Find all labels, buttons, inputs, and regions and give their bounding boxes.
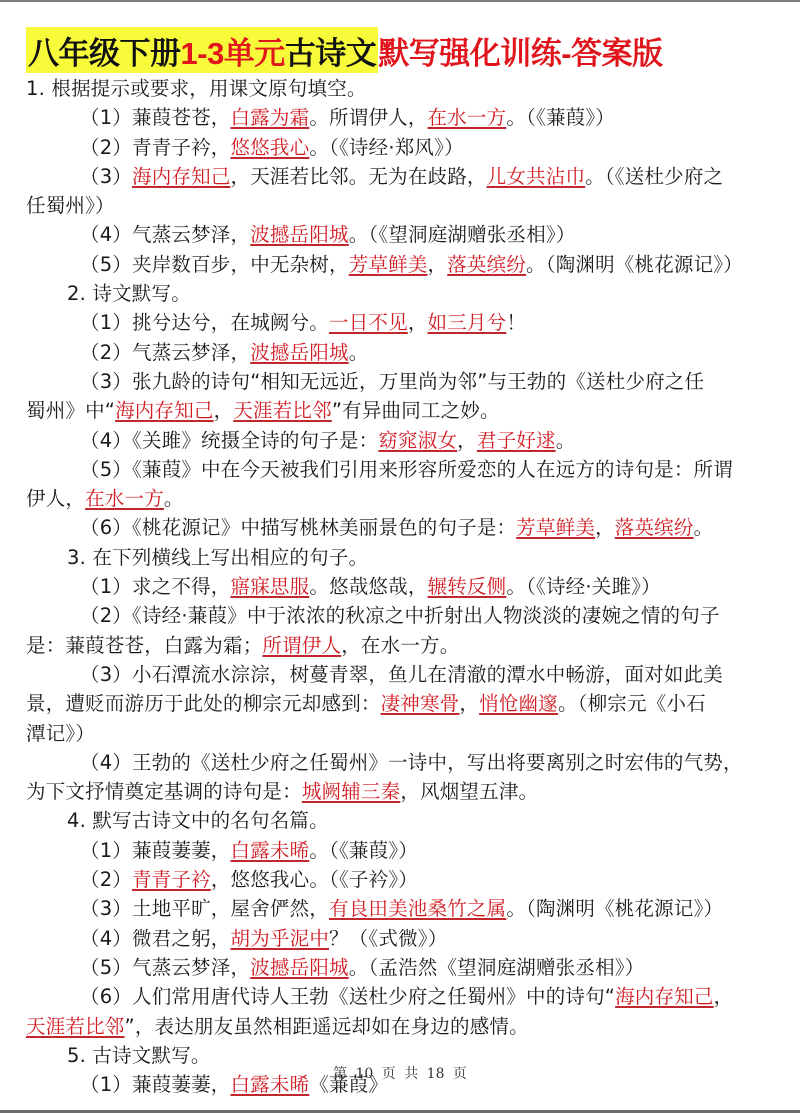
answer-text: 海内存知己 — [132, 164, 231, 188]
text-line — [26, 748, 786, 777]
question-text: （3）小石潭流水淙淙，树蔓青翠，鱼儿在清澈的潭水中畅游，面对如此美 — [80, 662, 724, 686]
text-line — [26, 601, 786, 630]
question-text: 1. 根据提示或要求，用课文原句填空。 — [26, 77, 367, 100]
text-line — [26, 543, 786, 572]
text-line — [26, 308, 786, 337]
answer-text: 如三月兮 — [427, 311, 507, 335]
answer-text: 所谓伊人 — [262, 633, 342, 657]
question-text: 。 — [693, 516, 714, 540]
question-text: （1）求之不得， — [80, 575, 231, 599]
question-text: 。（柳宗元《小石 — [557, 692, 706, 716]
answer-text: 波撼岳阳城 — [250, 955, 349, 979]
page-title — [26, 27, 663, 73]
text-line — [26, 74, 786, 103]
question-text: 。（《送杜少府之 — [585, 164, 724, 188]
question-text: （3） — [80, 164, 133, 188]
question-text: 为下文抒情奠定基调的诗句是： — [26, 780, 302, 804]
answer-text: 君子好逑 — [476, 428, 556, 452]
question-text: ，在水一方。 — [341, 633, 460, 657]
title-grade: 八年级下册 — [28, 35, 181, 71]
answer-text: 落英缤纷 — [447, 252, 527, 276]
answer-text: 白露为霜 — [230, 106, 310, 130]
question-text: （3）土地平旷，屋舍俨然， — [80, 897, 330, 921]
question-text: 蜀州》中“ — [26, 399, 116, 423]
question-text: ”，表达朋友虽然相距遥远却如在身边的感情。 — [124, 1014, 529, 1038]
question-text: （6）人们常用唐代诗人王勃《送杜少府之任蜀州》中的诗句“ — [80, 985, 616, 1009]
question-text: 。 — [555, 428, 576, 452]
answer-text: 在水一方 — [427, 106, 507, 130]
question-text: ！ — [506, 311, 527, 335]
question-text: ， — [213, 399, 234, 423]
question-text: （3）张九龄的诗句“相知无远近，万里尚为邻”与王勃的《送杜少府之任 — [80, 369, 705, 393]
question-text: （2）青青子衿， — [80, 135, 231, 159]
answer-text: 白露未晞 — [230, 1073, 310, 1097]
question-text: ， — [595, 516, 615, 540]
question-text: （1）挑兮达兮，在城阙兮。 — [80, 311, 330, 335]
question-text: （2）《诗经·蒹葭》中于浓浓的秋凉之中折射出人物淡淡的凄婉之情的句子 — [80, 604, 720, 628]
answer-text: 波撼岳阳城 — [250, 223, 349, 247]
question-text: 。（《诗经·关雎》） — [506, 575, 661, 599]
question-text: 。（《望洞庭湖赠张丞相》） — [348, 223, 576, 247]
question-text: （1）蒹葭苍苍， — [80, 106, 231, 130]
answer-text: 芳草鲜美 — [348, 252, 428, 276]
text-line — [26, 836, 786, 865]
answer-text: 寤寐思服 — [230, 575, 310, 599]
question-text: 伊人， — [26, 487, 86, 511]
text-line — [26, 513, 786, 542]
text-line — [26, 719, 786, 748]
answer-text: 天涯若比邻 — [233, 399, 332, 423]
answer-text: 白露未晞 — [230, 838, 310, 862]
answer-text: 辗转反侧 — [427, 575, 507, 599]
text-line — [26, 103, 786, 132]
text-line — [26, 924, 786, 953]
answer-text: 海内存知己 — [115, 399, 214, 423]
answer-text: 天涯若比邻 — [26, 1014, 125, 1038]
question-text: ，悠悠我心。（《子衿》） — [210, 868, 418, 892]
question-text: ”有异曲同工之妙。 — [331, 399, 500, 423]
question-text: ， — [407, 311, 428, 335]
text-line — [26, 982, 786, 1011]
question-text: 是：蒹葭苍苍，白露为霜； — [26, 633, 263, 657]
question-text: 3. 在下列横线上写出相应的句子。 — [67, 545, 369, 569]
answer-text: 有良田美池桑竹之属 — [329, 897, 507, 921]
question-text: （4）微君之躬， — [80, 926, 231, 950]
question-text: 。 — [163, 487, 184, 511]
answer-text: 在水一方 — [85, 487, 164, 511]
question-text: 4. 默写古诗文中的名句名篇。 — [67, 809, 329, 833]
answer-text: 落英缤纷 — [614, 516, 694, 540]
answer-text: 窈窕淑女 — [378, 428, 458, 452]
text-line — [26, 572, 786, 601]
answer-text: 城阙辅三秦 — [301, 780, 401, 804]
text-line — [26, 894, 786, 923]
text-line — [26, 133, 786, 162]
question-text: （2） — [80, 868, 133, 892]
question-text: 2. 诗文默写。 — [67, 282, 191, 306]
question-text: （2）气蒸云梦泽， — [80, 340, 251, 364]
text-line — [26, 250, 786, 279]
text-line — [26, 1012, 786, 1041]
text-line — [26, 279, 786, 308]
question-text: 景，遭贬而游历于此处的柳宗元却感到： — [26, 692, 381, 716]
text-line — [26, 484, 786, 513]
question-text: 。（陶渊明《桃花源记》） — [526, 252, 743, 276]
text-line — [26, 777, 786, 806]
question-text: ， — [459, 692, 480, 716]
question-text: 5. 古诗文默写。 — [67, 1043, 211, 1067]
answer-text: 青青子衿 — [132, 868, 211, 892]
text-line — [26, 367, 786, 396]
question-text: 《蒹葭》 — [309, 1073, 389, 1097]
question-text: 。所谓伊人， — [309, 106, 428, 130]
text-line — [26, 191, 786, 220]
question-text: （5）《蒹葭》中在今天被我们引用来形容所爱恋的人在远方的诗句是：所谓 — [80, 457, 733, 481]
question-text: （1）蒹葭萋萋， — [80, 838, 231, 862]
text-line — [26, 953, 786, 982]
text-line — [26, 220, 786, 249]
text-line — [26, 162, 786, 191]
question-text: 。（孟浩然《望洞庭湖赠张丞相》） — [348, 955, 645, 979]
page-number: 第 10 页 共 18 页 — [333, 1066, 467, 1082]
question-text: 潭记》） — [26, 721, 96, 745]
question-text: （4）《关雎》统摄全诗的句子是： — [80, 428, 379, 452]
question-text: 。（《蒹葭》） — [309, 838, 418, 862]
top-border — [0, 0, 800, 2]
question-text: （6）《桃花源记》中描写桃林美丽景色的句子是： — [80, 516, 517, 540]
text-line — [26, 806, 786, 835]
answer-text: 芳草鲜美 — [516, 516, 596, 540]
question-text: 。（陶渊明《桃花源记》） — [506, 897, 724, 921]
question-text: （5）夹岸数百步，中无杂树， — [80, 252, 349, 276]
text-line — [26, 455, 786, 484]
question-text: ，风烟望五津。 — [400, 780, 539, 804]
question-text: ，天涯若比邻。无为在歧路， — [230, 164, 487, 188]
question-text: （4）王勃的《送杜少府之任蜀州》一诗中，写出将要离别之时宏伟的气势， — [80, 750, 743, 774]
question-text: 任蜀州》） — [26, 194, 115, 218]
text-line — [26, 396, 786, 425]
answer-text: 波撼岳阳城 — [250, 340, 349, 364]
answer-text: 海内存知己 — [615, 985, 714, 1009]
text-line — [26, 426, 786, 455]
question-text: ， — [713, 985, 734, 1009]
title-highlight — [26, 27, 378, 73]
title-suffix: 默写强化训练-答案版 — [378, 35, 663, 71]
question-text: （5）气蒸云梦泽， — [80, 955, 251, 979]
question-text: 。悠哉悠哉， — [309, 575, 428, 599]
question-text: 。 — [348, 340, 369, 364]
text-line — [26, 865, 786, 894]
question-text: ， — [427, 252, 448, 276]
answer-text: 凄神寒骨 — [380, 692, 460, 716]
text-line — [26, 631, 786, 660]
answer-text: 一日不见 — [329, 311, 408, 335]
title-subject: 古诗文 — [284, 35, 377, 71]
question-text: （4）气蒸云梦泽， — [80, 223, 251, 247]
answer-text: 悄怆幽邃 — [479, 692, 558, 716]
answer-text: 悠悠我心 — [230, 135, 310, 159]
question-text: 。（《蒹葭》） — [506, 106, 615, 130]
text-line — [26, 689, 786, 718]
question-text: （1）蒹葭萋萋， — [80, 1073, 231, 1097]
text-line — [26, 660, 786, 689]
title-units: 1-3单元 — [180, 35, 285, 71]
text-line — [26, 338, 786, 367]
question-text: 。（《诗经·郑风》） — [309, 135, 464, 159]
answer-text: 胡为乎泥中 — [230, 926, 330, 950]
question-text: ， — [457, 428, 477, 452]
document-body — [26, 74, 786, 1099]
answer-text: 儿女共沾巾 — [486, 164, 586, 188]
question-text: ？（《式微》） — [329, 926, 448, 950]
